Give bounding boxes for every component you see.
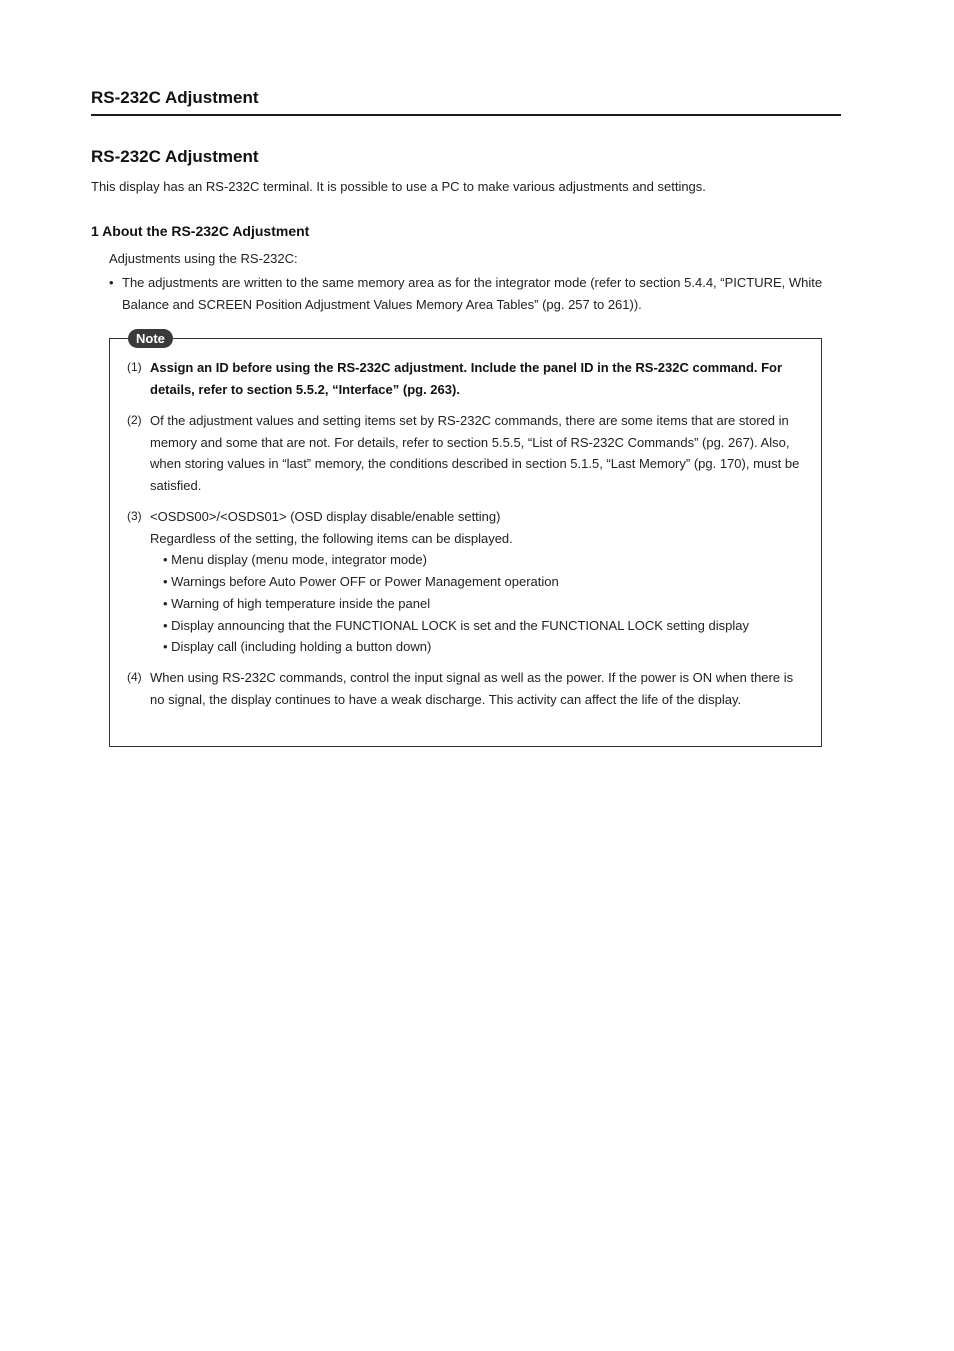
- section-intro: This display has an RS-232C terminal. It is possible to use a PC to make various adjustments and settings.: [91, 179, 706, 194]
- subsection-bullet-text: The adjustments are written to the same memory area as for the integrator mode (refer to section 5.4.4, “PICTURE, White Balance and SCREEN Position Adjustment Values Memory Area Tables” (pg. 257 to 261)).: [122, 275, 823, 312]
- page-header: [91, 88, 841, 116]
- note-label: Note: [128, 329, 173, 348]
- note-item-number: (3): [127, 509, 142, 523]
- page-header-title: RS-232C Adjustment: [91, 88, 259, 107]
- note-item-text: <OSDS00>/<OSDS01> (OSD display disable/enable setting): [150, 509, 501, 524]
- note-item-body: [150, 506, 805, 658]
- note-sub-bullet: • Display call (including holding a button down): [163, 639, 432, 655]
- section-title: RS-232C Adjustment: [91, 147, 259, 166]
- note-item-4: [127, 667, 805, 710]
- note-item-1: [127, 357, 805, 400]
- note-item-number: (2): [127, 413, 142, 427]
- note-sub-bullets: [150, 549, 805, 658]
- note-item-2: [127, 410, 805, 497]
- note-sub-bullet: • Warnings before Auto Power OFF or Power Management operation: [163, 574, 559, 590]
- note-item-text: Regardless of the setting, the following items can be displayed.: [150, 530, 513, 546]
- note-sub-bullet: • Menu display (menu mode, integrator mode): [163, 552, 427, 568]
- note-item-number: (1): [127, 360, 142, 374]
- note-item-text: Assign an ID before using the RS-232C adjustment. Include the panel ID in the RS-232C command. For details, refer to section 5.5.2, “Interface” (pg. 263).: [150, 360, 783, 397]
- bullet-mark: •: [109, 275, 114, 290]
- note-item-text: When using RS-232C commands, control the input signal as well as the power. If the power is ON when there is no signal, the display continues to have a weak discharge. This activity can affect the life of the display.: [150, 670, 794, 707]
- note-item-number: (4): [127, 670, 142, 684]
- subsection-intro: Adjustments using the RS-232C:: [109, 251, 298, 266]
- note-sub-bullet: • Display announcing that the FUNCTIONAL LOCK is set and the FUNCTIONAL LOCK setting display: [163, 617, 749, 633]
- subsection-bullet: [109, 272, 849, 315]
- subsection-title: 1 About the RS-232C Adjustment: [91, 223, 310, 239]
- note-item-3: [127, 506, 805, 658]
- note-sub-bullet: • Warning of high temperature inside the panel: [163, 595, 431, 611]
- note-item-text: Of the adjustment values and setting items set by RS-232C commands, there are some items that are stored in memory and some that are not. For details, refer to section 5.5.5, “List of RS-232C Commands” (pg. 267). Also, when storing values in “last” memory, the conditions described in section 5.1.5, “Last Memory” (pg. 170), must be satisfied.: [150, 413, 800, 494]
